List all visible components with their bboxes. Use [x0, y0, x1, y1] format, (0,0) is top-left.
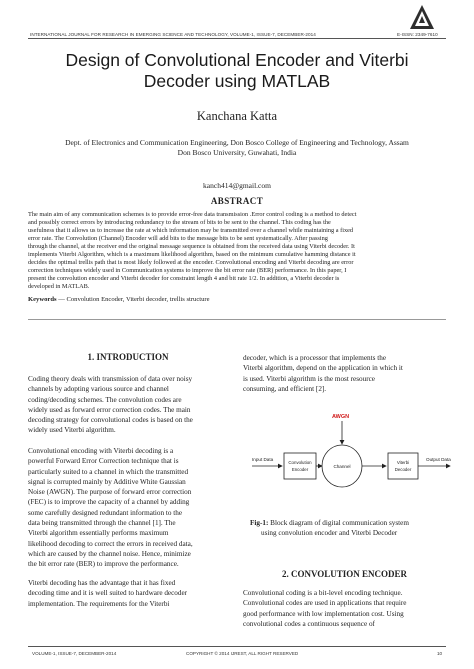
issn-label: E-ISSN: 2349-7610	[397, 32, 438, 37]
text-line: the bit error rate (BER) to improve the performance.	[28, 560, 179, 569]
journal-header: INTERNATIONAL JOURNAL FOR RESEARCH IN EMERGING SCIENCE AND TECHNOLOGY, VOLUME-1, ISSUE-7, DECEMBER-2014	[30, 32, 316, 37]
text-line: Coding theory deals with transmission of data over noisy	[28, 375, 193, 383]
footer-volume: VOLUME-1, ISSUE-7, DECEMBER-2014	[32, 651, 117, 656]
text-line: likelihood decoding to correct the errors in received data,	[28, 539, 193, 548]
journal-logo	[409, 4, 435, 30]
text-line: good performance with low implementation cost. Using	[243, 609, 404, 618]
text-line: which are caused by the channel noise. Hence, minimize	[28, 549, 191, 558]
abstract-line: through the channel, at the receiver end the original message sequence is obtained from the received data using Viterbi decoder. It	[28, 243, 355, 250]
keywords-line	[28, 296, 446, 303]
viterbi-decoder-block	[388, 453, 418, 479]
text-line: decoder, which is a processor that implements the	[243, 354, 387, 362]
text-line: Convolutional codes are used in applications that require	[243, 599, 407, 608]
keywords-label: Keywords	[28, 296, 57, 303]
text-line: some carefully designed redundant information to the	[28, 508, 183, 517]
text-line: data being transmitted through the channel [1]. The	[28, 519, 176, 528]
input-data-label: Input Data	[252, 457, 274, 462]
text-line: decoding strategy for convolutional codes is based on the	[28, 416, 193, 425]
text-line: coding/decoding schemes. The convolution codes are	[28, 395, 182, 404]
footer-copyright: COPYRIGHT © 2014 IJREST, ALL RIGHT RESERVED	[186, 651, 299, 656]
intro-paragraph-2	[28, 446, 228, 570]
abstract-line: implements Viterbi Algorithm, which is a maximum likelihood algorithm, based on the minimum cumulative hamming distance it	[28, 251, 356, 258]
page-number: 10	[437, 651, 443, 656]
convolution-encoder-block	[284, 453, 316, 479]
abstract-line: developed in MATLAB.	[28, 283, 90, 290]
text-line: channels by adopting various source and channel	[28, 385, 169, 394]
abstract-line: usefulness that it allows us to increase the rate at which information may be transmitted over a channel while maintaining a fixed	[28, 227, 354, 234]
text-line: Noise (AWGN). The purpose of forward error correction	[28, 488, 192, 497]
block-diagram-figure	[246, 408, 458, 516]
channel-label: Channel	[333, 464, 351, 469]
paper-title	[20, 50, 454, 92]
abstract-line: decides the optimal trellis path that is most likely followed at the encoder. Convolutional encoding and Viterbi decoding are error	[28, 259, 354, 266]
caption-text: Block diagram of digital communication system	[268, 519, 409, 527]
abstract-line: The main aim of any communication schemes is to provide error-free data transmission .Error control coding is a method to detect	[28, 211, 357, 218]
text-line: signal is corrupted mainly by Additive White Gaussian	[28, 477, 186, 486]
text-line: powerful Forward Error Correction technique that is	[28, 457, 179, 466]
text-line: consuming, and efficient [2].	[243, 384, 327, 393]
text-line: Convolutional coding is a bit-level encoding technique.	[243, 589, 403, 597]
caption-line-2: using convolution encoder and Viterbi Decoder	[261, 529, 398, 537]
abstract-line: error rate. The Convolution (Channel) Encoder will add bits to the message bits to be sent systematically. After passing	[28, 235, 328, 242]
text-line: is used. Viterbi algorithm is the most resource	[243, 374, 375, 383]
text-line: convolutional codes a continuous sequence of	[243, 619, 375, 628]
text-line: Viterbi algorithm essentially performs maximum	[28, 529, 169, 538]
encoder-paragraph	[243, 588, 446, 629]
right-paragraph-1	[243, 353, 446, 394]
author-email: kanch414@gmail.com	[203, 181, 271, 190]
affiliation-line-2: Don Bosco University, Guwahati, India	[177, 148, 297, 157]
text-line: particularly suited to a channel in which the transmitted	[28, 467, 189, 476]
abstract-heading: ABSTRACT	[210, 196, 264, 206]
title-line-1: Design of Convolutional Encoder and Viterbi	[65, 50, 409, 70]
text-line: implementation. The requirements for the Viterbi	[28, 599, 170, 608]
keywords-text: — Convolution Encoder, Viterbi decoder, trellis structure	[56, 296, 210, 303]
text-line: widely used as forward error correction codes. The main	[28, 405, 191, 414]
affiliation-line-1: Dept. of Electronics and Communication Engineering, Don Bosco College of Engineering and Technology, Assam	[65, 138, 409, 147]
text-line: Viterbi algorithm, depend on the application in which it	[243, 364, 403, 373]
abstract-line: present the convolution encoder and Viterbi decoder for constraint length 4 and bit rate 1/2. In addition, a Viterbi decoder is	[28, 275, 340, 282]
author-name: Kanchana Katta	[196, 109, 278, 123]
intro-paragraph-3	[28, 578, 228, 609]
decoder-label-2: Decoder	[394, 467, 412, 472]
text-line: Convolutional encoding with Viterbi decoding is a	[28, 447, 174, 455]
section-1-heading: 1. INTRODUCTION	[87, 352, 169, 362]
awgn-label: AWGN	[332, 414, 350, 420]
abstract-line: correction techniques widely used in Communication systems to improve the bit error rate (BER) performance. In this paper, I	[28, 267, 347, 274]
text-line: widely used Viterbi algorithm.	[28, 426, 116, 435]
caption-line-1	[250, 518, 450, 528]
section-divider	[28, 319, 446, 320]
title-line-2: Decoder using MATLAB	[143, 71, 331, 91]
abstract-line: and possibly correct errors by introducing redundancy to the stream of bits to be sent to the channel. This coding has the	[28, 219, 331, 226]
text-line: (FEC) is to improve the capacity of a channel by adding	[28, 498, 190, 507]
intro-paragraph-1	[28, 374, 228, 436]
header-rule	[28, 38, 446, 39]
text-line: Viterbi decoding has the advantage that it has fixed	[28, 579, 176, 587]
figure-caption	[250, 518, 450, 538]
section-2-heading: 2. CONVOLUTION ENCODER	[281, 569, 408, 579]
abstract-body	[28, 211, 446, 291]
output-data-label: Output Data	[426, 457, 451, 462]
decoder-label-1: Viterbi	[396, 460, 410, 465]
footer-rule	[28, 646, 446, 647]
encoder-label-2: Encoder	[291, 467, 309, 472]
caption-label: Fig-1:	[250, 519, 269, 527]
encoder-label-1: Convolution	[288, 460, 312, 465]
text-line: decoding time and it is well suited to hardware decoder	[28, 589, 188, 598]
affiliation	[30, 138, 444, 158]
